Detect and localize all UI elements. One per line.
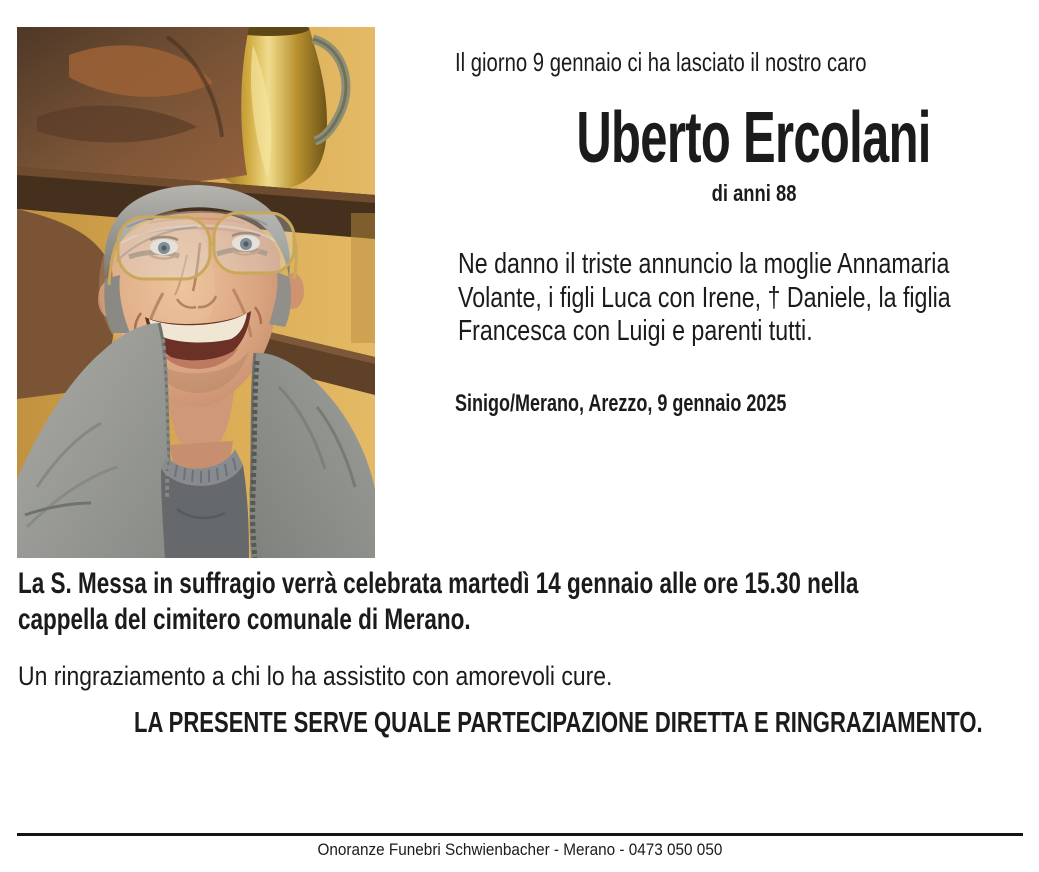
portrait-photo (17, 27, 375, 558)
intro-line (455, 47, 983, 78)
wall-shading (351, 213, 375, 343)
family-line-2: Volante, i figli Luca con Irene, † Daniele, la figlia (458, 281, 951, 314)
family-announcement (458, 248, 1039, 349)
thanks-text: Un ringraziamento a chi lo ha assistito con amorevoli cure. (18, 661, 613, 691)
intro-text: Il giorno 9 gennaio ci ha lasciato il nostro caro (455, 47, 867, 77)
family-line-3: Francesca con Luigi e parenti tutti. (458, 315, 813, 347)
funeral-home-line: Onoranze Funebri Schwienbacher - Merano - 0473 050 050 (317, 840, 722, 859)
deceased-name-wrap (455, 97, 1039, 179)
mass-line-1: La S. Messa in suffragio verrà celebrata martedì 14 gennaio alle ore 15.30 nella (18, 567, 859, 600)
dateline (455, 390, 897, 418)
deceased-name: Uberto Ercolani (576, 98, 932, 178)
age-line-wrap (455, 180, 1039, 207)
thanks-line (18, 661, 717, 692)
dateline-text: Sinigo/Merano, Arezzo, 9 gennaio 2025 (455, 390, 787, 417)
mass-info (18, 566, 1039, 638)
mass-line-2: cappella del cimitero comunale di Merano. (18, 603, 471, 636)
family-line-1: Ne danno il triste annuncio la moglie Annamaria (458, 248, 950, 280)
age-line: di anni 88 (711, 180, 797, 206)
drapery-cloth (17, 27, 249, 184)
portrait-illustration (17, 27, 375, 558)
participation-notice: LA PRESENTE SERVE QUALE PARTECIPAZIONE DIRETTA E RINGRAZIAMENTO. (133, 707, 983, 739)
participation-notice-wrap (0, 707, 1039, 740)
footer-rule (17, 833, 1023, 836)
footer-wrap (0, 840, 1039, 860)
